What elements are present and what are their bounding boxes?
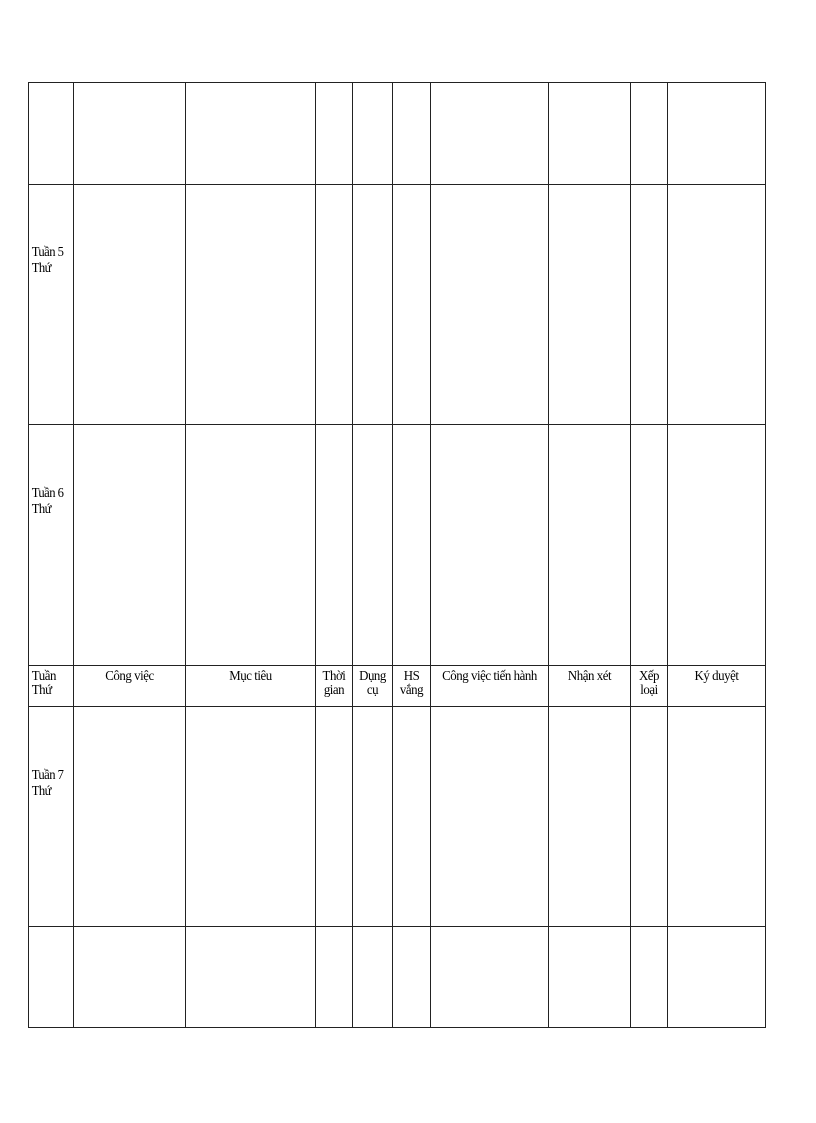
cell (74, 83, 186, 185)
week-day: Thứ (31, 784, 51, 799)
header-thoi-gian: Thời gian (322, 669, 346, 698)
header-muc-tieu: Mục tiêu (229, 669, 272, 684)
header-cell (29, 666, 74, 707)
header-xep-loai: Xếp loại (638, 669, 660, 698)
cell (431, 707, 549, 927)
cell (74, 425, 186, 666)
cell (353, 83, 393, 185)
table-row-continued (29, 927, 766, 1028)
cell (393, 83, 431, 185)
cell (353, 185, 393, 425)
week-cell (29, 185, 74, 425)
cell (631, 83, 668, 185)
cell (631, 927, 668, 1028)
cell (393, 707, 431, 927)
header-hs-vang: HS vắng (399, 669, 424, 698)
cell (186, 83, 316, 185)
cell (393, 927, 431, 1028)
cell (29, 927, 74, 1028)
week-5-label (29, 185, 69, 277)
cell (631, 185, 668, 425)
cell (393, 185, 431, 425)
cell (186, 185, 316, 425)
header-cell (316, 666, 353, 707)
header-cell (631, 666, 668, 707)
cell (74, 707, 186, 927)
header-cong-viec-tien-hanh: Công việc tiến hành (442, 669, 537, 684)
week-number: Tuần 5 (31, 245, 64, 260)
cell (668, 927, 766, 1028)
table-row-week-7 (29, 707, 766, 927)
week-cell (29, 425, 74, 666)
cell (631, 425, 668, 666)
cell (74, 185, 186, 425)
cell (549, 83, 631, 185)
cell (668, 425, 766, 666)
week-6-label (29, 425, 69, 518)
cell (549, 707, 631, 927)
cell (353, 927, 393, 1028)
header-cell (353, 666, 393, 707)
cell (316, 185, 353, 425)
weekly-log-table (28, 82, 766, 1028)
cell (549, 425, 631, 666)
cell (74, 927, 186, 1028)
cell (549, 185, 631, 425)
header-cell (393, 666, 431, 707)
header-cell (186, 666, 316, 707)
cell (29, 83, 74, 185)
header-ky-duyet: Ký duyệt (694, 669, 739, 684)
cell (549, 927, 631, 1028)
cell (186, 707, 316, 927)
header-cong-viec: Công việc (105, 669, 154, 684)
cell (353, 707, 393, 927)
cell (353, 425, 393, 666)
cell (431, 425, 549, 666)
week-day: Thứ (31, 261, 51, 276)
header-dung-cu: Dụng cụ (359, 669, 386, 698)
cell (316, 707, 353, 927)
cell (316, 83, 353, 185)
cell (316, 927, 353, 1028)
header-cell (549, 666, 631, 707)
cell (431, 185, 549, 425)
header-nhan-xet: Nhận xét (567, 669, 612, 684)
week-number: Tuần 7 (31, 768, 64, 783)
table-row-week-6 (29, 425, 766, 666)
week-day: Thứ (31, 502, 51, 517)
week-7-label (29, 707, 69, 800)
cell (631, 707, 668, 927)
cell (668, 707, 766, 927)
header-cell (74, 666, 186, 707)
cell (186, 927, 316, 1028)
cell (393, 425, 431, 666)
cell (431, 83, 549, 185)
cell (316, 425, 353, 666)
header-cell (668, 666, 766, 707)
cell (186, 425, 316, 666)
week-number: Tuần 6 (31, 486, 64, 501)
header-cell (431, 666, 549, 707)
cell (668, 83, 766, 185)
header-tuan-thu: Tuần Thứ (31, 669, 56, 698)
week-cell (29, 707, 74, 927)
cell (431, 927, 549, 1028)
cell (668, 185, 766, 425)
table-row-week-5 (29, 185, 766, 425)
table-row-continued (29, 83, 766, 185)
table-header-row (29, 666, 766, 707)
